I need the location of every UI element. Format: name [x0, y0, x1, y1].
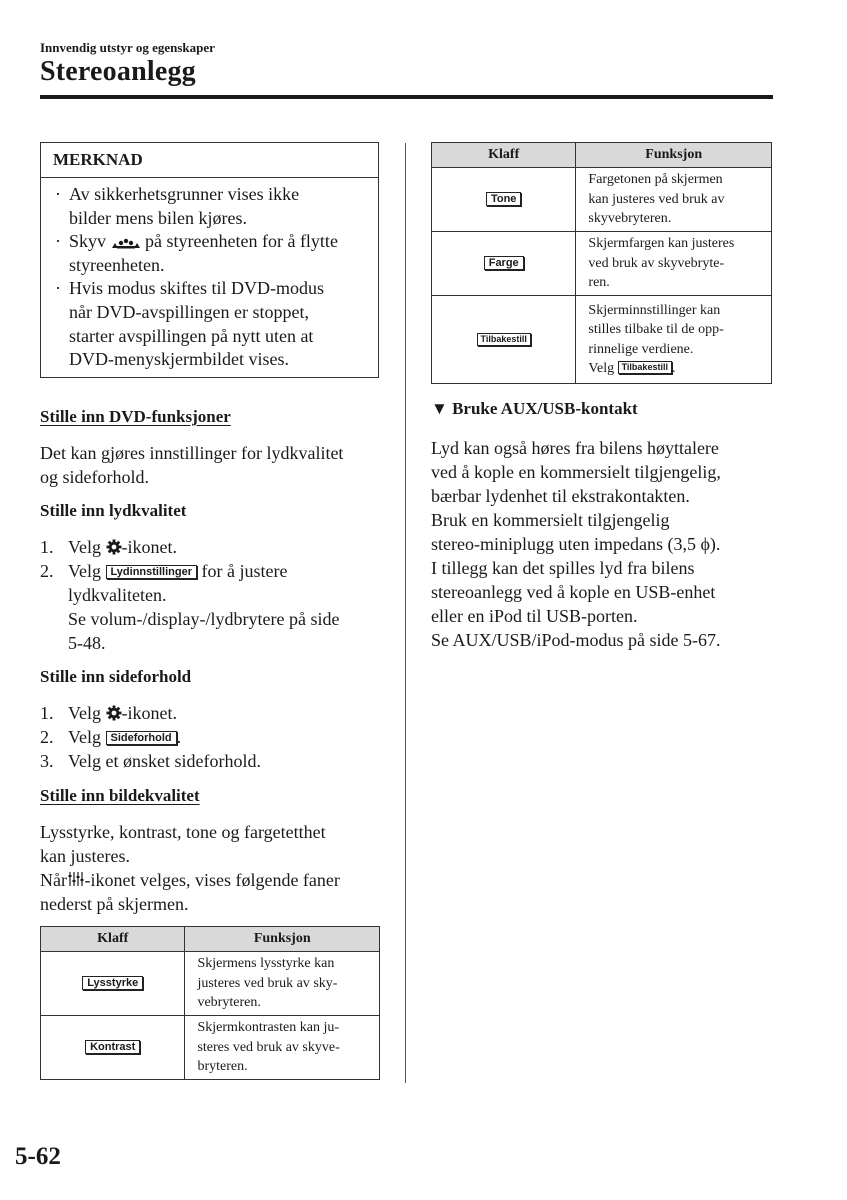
bullet: ·: [55, 184, 61, 204]
cell-line: justeres ved bruk av sky-: [197, 975, 338, 991]
step-text: .: [176, 727, 182, 747]
triangle-down-icon: ▼: [431, 399, 448, 418]
cell-line: stilles tilbake til de opp-: [588, 322, 724, 337]
dvd-intro: [40, 441, 343, 489]
gear-icon: [106, 705, 122, 721]
note-line: DVD-menyskjermbildet vises.: [69, 349, 289, 370]
cell-line: kan justeres ved bruk av: [588, 191, 725, 207]
column-header-klaff: Klaff: [432, 143, 576, 168]
picture-tabs-table-right: [431, 142, 772, 384]
lydinnstillinger-button-label: Lydinnstillinger: [106, 565, 198, 579]
note-text: Skyv: [69, 231, 107, 252]
page-title: Stereoanlegg: [40, 56, 196, 87]
step-line: Se volum-/display-/lydbrytere på side: [68, 609, 340, 629]
bullet: ·: [55, 231, 61, 252]
step: [40, 725, 261, 749]
step-line: 5-48.: [68, 633, 106, 653]
sound-heading: Stille inn lydkvalitet: [40, 501, 187, 520]
intro-line: og sideforhold.: [40, 467, 149, 487]
table-header-row: [41, 927, 380, 952]
sideforhold-button-label: Sideforhold: [106, 731, 177, 745]
aux-line: eller en iPod til USB-porten.: [431, 606, 638, 626]
cell-line: Skjermens lysstyrke kan: [197, 956, 335, 972]
aux-heading: [431, 399, 638, 419]
step-text: Velg et ønsket sideforhold.: [68, 751, 261, 771]
picture-tabs-table-left: [40, 926, 380, 1080]
kontrast-tab-label: Kontrast: [85, 1040, 140, 1054]
aux-line: stereoanlegg ved å kople en USB-enhet: [431, 582, 716, 602]
step: [40, 749, 261, 773]
note-text: på styreenheten for å flytte: [145, 231, 338, 252]
note-line: når DVD-avspillingen er stoppet,: [69, 301, 309, 322]
picture-heading: Stille inn bildekvalitet: [40, 786, 200, 805]
joystick-icon: [111, 237, 141, 249]
para-text: -ikonet velges, vises følgende faner: [84, 870, 340, 890]
aux-line: Lyd kan også høres fra bilens høyttalere: [431, 438, 719, 458]
step-text: Velg: [68, 727, 101, 747]
aux-line: Bruk en kommersielt tilgjengelig: [431, 510, 670, 530]
para-line: kan justeres.: [40, 846, 130, 866]
page-number: 5-62: [15, 1143, 61, 1170]
step-number: 1.: [40, 703, 54, 723]
aux-line: Se AUX/USB/iPod-modus på side 5-67.: [431, 630, 721, 650]
note-line: bilder mens bilen kjøres.: [69, 207, 247, 228]
step-text: -ikonet.: [121, 703, 177, 723]
cell-line: Skjermfargen kan justeres: [588, 236, 735, 252]
aux-line: ved å kople en kommersielt tilgjengelig,: [431, 462, 721, 482]
lysstyrke-tab-label: Lysstyrke: [82, 976, 143, 990]
step-text: for å justere: [201, 561, 288, 581]
table-row: [432, 168, 772, 232]
note-line: Av sikkerhetsgrunner vises ikke: [69, 184, 300, 204]
tone-tab-label: Tone: [486, 192, 521, 206]
sound-steps: [40, 535, 339, 655]
cell-line: Fargetonen på skjermen: [588, 172, 723, 188]
table-row: [432, 296, 772, 384]
step: [40, 701, 261, 725]
note-item: [55, 230, 370, 277]
cell-line: ved bruk av skyvebryte-: [588, 255, 725, 271]
title-rule: [40, 95, 773, 99]
step-text: Velg: [68, 703, 101, 723]
step-number: 2.: [40, 561, 54, 581]
note-line: Hvis modus skiftes til DVD-modus: [69, 278, 325, 299]
table-row: [432, 232, 772, 296]
note-heading: MERKNAD: [41, 143, 378, 178]
note-item: [55, 183, 370, 230]
aux-body: [431, 436, 721, 652]
step: [40, 535, 339, 559]
step: [40, 559, 339, 655]
cell-line: steres ved bruk av skyve-: [197, 1039, 340, 1055]
aspect-heading: Stille inn sideforhold: [40, 667, 192, 686]
cell-line: vebryteren.: [197, 995, 261, 1011]
column-header-klaff: Klaff: [41, 927, 185, 952]
column-header-funksjon: Funksjon: [185, 927, 380, 952]
bullet: ·: [55, 278, 61, 299]
step-number: 2.: [40, 727, 54, 747]
para-text: Når: [40, 870, 67, 890]
step-line: lydkvaliteten.: [68, 585, 167, 605]
cell-line: skyvebryteren.: [588, 211, 672, 227]
step-text: Velg: [68, 561, 101, 581]
column-header-funksjon: Funksjon: [576, 143, 772, 168]
intro-line: Det kan gjøres innstillinger for lydkvalitet: [40, 443, 344, 463]
note-body: [41, 178, 378, 372]
farge-tab-label: Farge: [484, 256, 524, 270]
aux-line: stereo-miniplugg uten impedans (3,5 ϕ).: [431, 534, 721, 554]
tilbakestill-tab-label: Tilbakestill: [477, 333, 531, 346]
step-text: -ikonet.: [121, 537, 177, 557]
note-line: styreenheten.: [69, 254, 165, 275]
aux-heading-text: Bruke AUX/USB-kontakt: [452, 399, 638, 418]
cell-line: Skjerminnstillinger kan: [588, 302, 721, 318]
equalizer-icon: [68, 871, 84, 887]
aux-line: I tillegg kan det spilles lyd fra bilens: [431, 558, 695, 578]
section-label: Innvendig utstyr og egenskaper: [40, 40, 215, 55]
column-divider: [405, 143, 406, 1083]
para-line: Lysstyrke, kontrast, tone og fargetetthet: [40, 822, 326, 842]
table-header-row: [432, 143, 772, 168]
picture-para: [40, 820, 340, 916]
table-row: [41, 952, 380, 1016]
step-number: 1.: [40, 537, 54, 557]
note-item: [55, 277, 370, 371]
cell-line: rinnelige verdiene.: [588, 341, 694, 357]
cell-text: Velg: [588, 361, 615, 376]
aux-line: bærbar lydenhet til ekstrakontakten.: [431, 486, 690, 506]
gear-icon: [106, 539, 122, 555]
step-number: 3.: [40, 751, 54, 771]
dvd-heading: Stille inn DVD-funksjoner: [40, 407, 231, 426]
aspect-steps: [40, 701, 261, 773]
cell-line: Skjermkontrasten kan ju-: [197, 1020, 339, 1036]
note-line: starter avspillingen på nytt uten at: [69, 325, 314, 346]
tilbakestill-button-label: Tilbakestill: [618, 361, 672, 374]
table-row: [41, 1016, 380, 1080]
cell-text: .: [671, 361, 676, 376]
cell-line: ren.: [588, 275, 610, 291]
cell-line: bryteren.: [197, 1059, 248, 1075]
step-text: Velg: [68, 537, 101, 557]
note-box: [40, 142, 379, 378]
para-line: nederst på skjermen.: [40, 894, 189, 914]
